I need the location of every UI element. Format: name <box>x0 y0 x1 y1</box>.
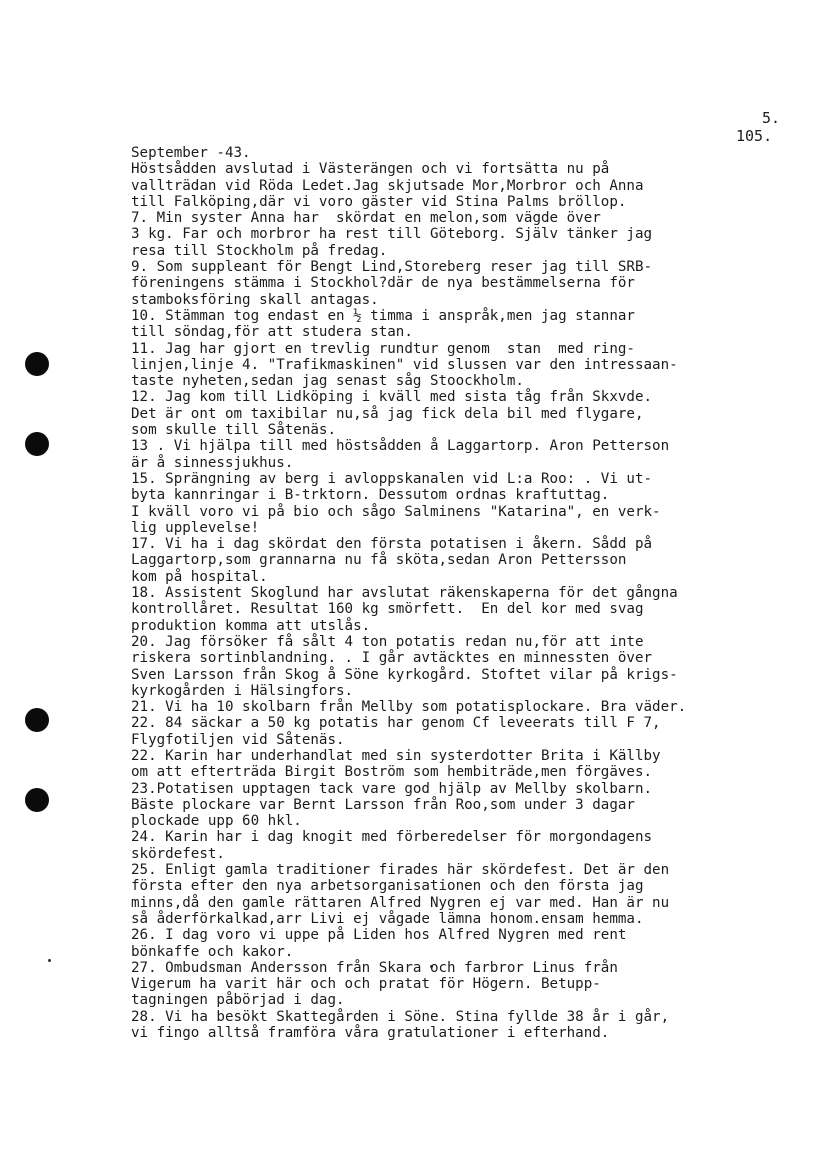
text-line: byta kannringar i B-trktorn. Dessutom ordnas kraftuttag. <box>131 487 610 504</box>
text-line: så åderförkalkad,arr Livi ej vågade lämna honom.ensam hemma. <box>131 910 644 927</box>
text-line: Sven Larsson från Skog å Söne kyrkogård. Stoftet vilar på krigs- <box>131 666 678 683</box>
text-line: 22. Karin har underhandlat med sin systerdotter Brita i Källby <box>131 747 661 764</box>
text-line: 25. Enligt gamla traditioner firades här skördefest. Det är den <box>131 862 670 879</box>
text-line: taste nyheten,sedan jag senast såg Stoockholm. <box>131 373 524 390</box>
text-line: 27. Ombudsman Andersson från Skara och farbror Linus från <box>131 959 618 976</box>
punch-hole-4 <box>25 788 49 812</box>
scan-speck <box>48 959 51 962</box>
text-line: resa till Stockholm på fredag. <box>131 242 388 259</box>
text-line: tagningen påbörjad i dag. <box>131 992 345 1009</box>
text-line: Vigerum ha varit här och och pratat för Högern. Betupp- <box>131 976 601 993</box>
text-line: skördefest. <box>131 845 225 862</box>
text-line: kontrollåret. Resultat 160 kg smörfett. En del kor med svag <box>131 601 644 618</box>
text-line: första efter den nya arbetsorganisationen och den första jag <box>131 878 644 895</box>
text-line: 12. Jag kom till Lidköping i kväll med sista tåg från Skxvde. <box>131 389 653 406</box>
text-line: linjen,linje 4. "Trafikmaskinen" vid slussen var den intressaan- <box>131 356 678 373</box>
text-line: 15. Sprängning av berg i avloppskanalen vid L:a Roo: . Vi ut- <box>131 470 653 487</box>
text-line: produktion komma att utslås. <box>131 617 371 634</box>
text-line: Höstsådden avslutad i Västerängen och vi fortsätta nu på <box>131 161 610 178</box>
text-line: 26. I dag voro vi uppe på Liden hos Alfred Nygren med rent <box>131 927 627 944</box>
text-line: 24. Karin har i dag knogit med förberedelser för morgondagens <box>131 829 653 846</box>
text-line: plockade upp 60 hkl. <box>131 813 302 830</box>
text-line: bönkaffe och kakor. <box>131 943 294 960</box>
text-line: 13 . Vi hjälpa till med höstsådden å Laggartorp. Aron Petterson <box>131 438 670 455</box>
text-line: 11. Jag har gjort en trevlig rundtur genom stan med ring- <box>131 340 635 357</box>
text-line: är å sinnessjukhus. <box>131 454 294 471</box>
text-line: riskera sortinblandning. . I går avtäcktes en minnessten över <box>131 650 653 667</box>
text-line: 20. Jag försöker få sålt 4 ton potatis redan nu,för att inte <box>131 633 644 650</box>
text-line: stamboksföring skall antagas. <box>131 291 379 308</box>
text-line: minns,då den gamle rättaren Alfred Nygren ej var med. Han är nu <box>131 894 670 911</box>
text-line: kom på hospital. <box>131 568 268 585</box>
text-line: 10. Stämman tog endast en ½ timma i anspråk,men jag stannar <box>131 307 635 324</box>
text-line: 17. Vi ha i dag skördat den första potatisen i åkern. Sådd på <box>131 536 653 553</box>
text-line: 7. Min syster Anna har skördat en melon,som vägde över <box>131 210 601 227</box>
text-line: 28. Vi ha besökt Skattegården i Söne. Stina fyllde 38 år i går, <box>131 1008 670 1025</box>
text-line: 9. Som suppleant för Bengt Lind,Storeberg reser jag till SRB- <box>131 259 653 276</box>
text-line: föreningens stämma i Stockhol?där de nya bestämmelserna för <box>131 275 635 292</box>
text-line: kyrkogården i Hälsingfors. <box>131 682 354 699</box>
text-line: Bäste plockare var Bernt Larsson från Roo,som under 3 dagar <box>131 796 635 813</box>
text-line: 21. Vi ha 10 skolbarn från Mellby som potatisplockare. Bra väder. <box>131 699 687 716</box>
text-line: 18. Assistent Skoglund har avslutat räkenskaperna för det gångna <box>131 585 678 602</box>
diary-entries <box>131 145 801 1041</box>
text-line: som skulle till Såtenäs. <box>131 422 336 439</box>
text-line: om att efterträda Birgit Boström som hembiträde,men förgäves. <box>131 764 653 781</box>
text-line: Flygfotiljen vid Såtenäs. <box>131 731 345 748</box>
text-line: September -43. <box>131 145 251 161</box>
text-line: till Falköping,där vi voro gäster vid Stina Palms bröllop. <box>131 193 627 210</box>
text-line: Laggartorp,som grannarna nu få sköta,sedan Aron Pettersson <box>131 552 627 569</box>
text-line: Det är ont om taxibilar nu,så jag fick dela bil med flygare, <box>131 405 644 422</box>
text-line: vallträdan vid Röda Ledet.Jag skjutsade Mor,Morbror och Anna <box>131 177 644 194</box>
text-line: 3 kg. Far och morbror ha rest till Göteborg. Själv tänker jag <box>131 226 653 243</box>
page-number: 5. <box>762 109 781 127</box>
punch-hole-2 <box>25 432 49 456</box>
punch-hole-3 <box>25 708 49 732</box>
text-line: 22. 84 säckar a 50 kg potatis har genom Cf leveerats till F 7, <box>131 715 661 732</box>
text-line: lig upplevelse! <box>131 519 260 536</box>
page-number-alt: 105. <box>736 127 773 145</box>
text-line: vi fingo alltså framföra våra gratulationer i efterhand. <box>131 1025 610 1042</box>
text-line: 23.Potatisen upptagen tack vare god hjälp av Mellby skolbarn. <box>131 780 653 797</box>
punch-hole-1 <box>25 352 49 376</box>
text-line: till söndag,för att studera stan. <box>131 324 413 341</box>
text-line: I kväll voro vi på bio och sågo Salminens "Katarina", en verk- <box>131 503 661 520</box>
